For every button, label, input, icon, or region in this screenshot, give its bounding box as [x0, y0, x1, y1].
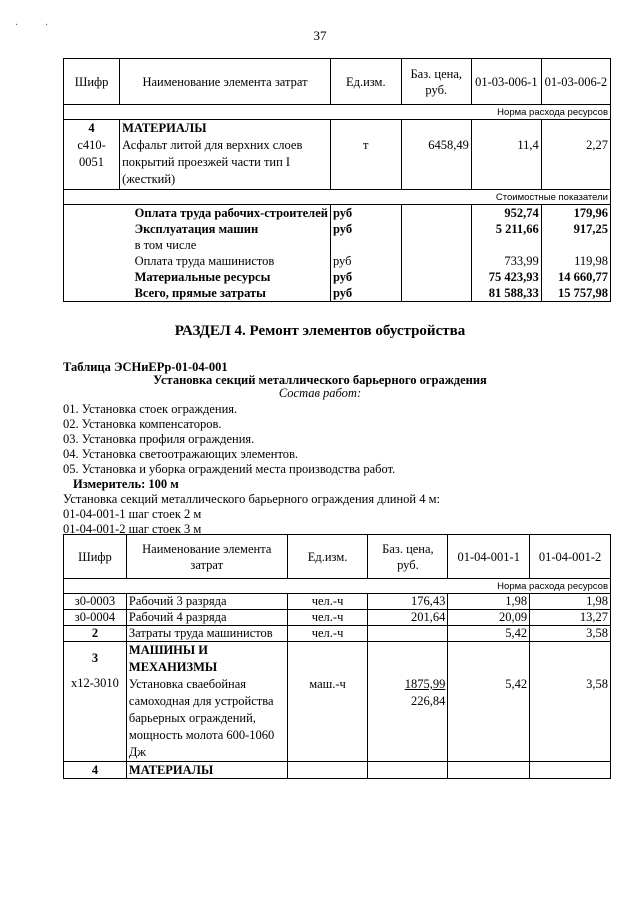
- summary-row: [64, 237, 611, 253]
- resource-table-2: [63, 534, 611, 779]
- table-row: [64, 626, 611, 642]
- empty-cell: [401, 221, 471, 237]
- summary-row: [64, 253, 611, 269]
- empty-cell: [64, 205, 120, 222]
- header-col5: 01-04-001-1: [448, 535, 530, 579]
- summary-v2: 179,96: [541, 205, 610, 222]
- header-col5: 01-03-006-1: [471, 59, 541, 105]
- summary-name: Оплата труда машинистов: [120, 253, 331, 269]
- summary-unit: руб: [330, 221, 401, 237]
- empty-cell: [64, 269, 120, 285]
- summary-name: Эксплуатация машин: [120, 221, 331, 237]
- machine-v2: 3,58: [530, 642, 611, 762]
- row-unit: чел.-ч: [287, 594, 368, 610]
- header-price: Баз. цена, руб.: [401, 59, 471, 105]
- summary-v1: [471, 237, 541, 253]
- summary-row: [64, 221, 611, 237]
- summary-v1: 733,99: [471, 253, 541, 269]
- machine-price-cell: [368, 642, 448, 762]
- material-code: с410-0051: [77, 138, 106, 169]
- row-name: Рабочий 4 разряда: [126, 610, 287, 626]
- header-code: Шифр: [64, 535, 127, 579]
- material-unit: т: [330, 120, 401, 190]
- machine-cell-name: [126, 642, 287, 762]
- work-item: 02. Установка компенсаторов.: [63, 417, 222, 431]
- header-unit: Ед.изм.: [287, 535, 368, 579]
- summary-v2: [541, 237, 610, 253]
- row-unit: чел.-ч: [287, 610, 368, 626]
- page-number: 37: [313, 28, 327, 43]
- empty-cell: [401, 269, 471, 285]
- machine-unit: маш.-ч: [287, 642, 368, 762]
- material-name: Асфальт литой для верхних слоев покрытий проезжей части тип I (жесткий): [122, 138, 303, 186]
- header-col6: 01-03-006-2: [541, 59, 610, 105]
- summary-v2: 917,25: [541, 221, 610, 237]
- materials-heading: МАТЕРИАЛЫ: [126, 762, 287, 779]
- header-unit: Ед.изм.: [330, 59, 401, 105]
- work-heading: Состав работ:: [278, 386, 362, 400]
- variant-1: 01-04-001-1 шаг стоек 2 м: [63, 507, 202, 521]
- machine-num: 3: [91, 651, 99, 665]
- row-name: Рабочий 3 разряда: [126, 594, 287, 610]
- work-item: 03. Установка профиля ограждения.: [63, 432, 255, 446]
- machine-cell-code: [64, 642, 127, 762]
- summary-v1: 5 211,66: [471, 221, 541, 237]
- material-cell-code: [64, 120, 120, 190]
- summary-row: [64, 205, 611, 222]
- variant-2: 01-04-001-2 шаг стоек 3 м: [63, 522, 202, 536]
- summary-unit: [330, 237, 401, 253]
- summary-row: [64, 285, 611, 302]
- work-item: 04. Установка светоотражающих элементов.: [63, 447, 299, 461]
- summary-v2: 15 757,98: [541, 285, 610, 302]
- empty-cell: [368, 762, 448, 779]
- summary-rows: [64, 205, 611, 302]
- empty-cell: [401, 285, 471, 302]
- empty-cell: [64, 253, 120, 269]
- meter: Измеритель: 100 м: [73, 477, 179, 491]
- band-norm: Норма расхода ресурсов: [64, 105, 611, 120]
- summary-v1: 81 588,33: [471, 285, 541, 302]
- materials-num: 4: [64, 762, 127, 779]
- summary-name: Всего, прямые затраты: [120, 285, 331, 302]
- row-price: 201,64: [368, 610, 448, 626]
- header-name: Наименование элемента затрат: [126, 535, 287, 579]
- summary-row: [64, 269, 611, 285]
- summary-unit: руб: [330, 253, 401, 269]
- empty-cell: [64, 237, 120, 253]
- header-col6: 01-04-001-2: [530, 535, 611, 579]
- summary-v2: 119,98: [541, 253, 610, 269]
- table-row: [64, 594, 611, 610]
- header-name: Наименование элемента затрат: [120, 59, 331, 105]
- table-title: Установка секций металлического барьерного ограждения: [153, 373, 487, 387]
- row-code: з0-0003: [64, 594, 127, 610]
- material-cell-name: [120, 120, 331, 190]
- empty-cell: [448, 762, 530, 779]
- band-cost: Стоимостные показатели: [64, 190, 611, 205]
- description: Установка секций металлического барьерного ограждения длиной 4 м:: [63, 492, 441, 506]
- labor-rows: [64, 594, 611, 642]
- material-v1: 11,4: [471, 120, 541, 190]
- summary-unit: руб: [330, 269, 401, 285]
- header-price: Баз. цена, руб.: [368, 535, 448, 579]
- empty-cell: [64, 221, 120, 237]
- row-v2: 3,58: [530, 626, 611, 642]
- machine-v1: 5,42: [448, 642, 530, 762]
- summary-unit: руб: [330, 285, 401, 302]
- scan-specks: · ·: [15, 20, 61, 31]
- row-v1: 1,98: [448, 594, 530, 610]
- band-norm: Норма расхода ресурсов: [64, 579, 611, 594]
- row-price: 176,43: [368, 594, 448, 610]
- row-name: Затраты труда машинистов: [126, 626, 287, 642]
- row-price: [368, 626, 448, 642]
- summary-name: в том числе: [120, 237, 331, 253]
- work-list: [63, 402, 623, 537]
- summary-name: Оплата труда рабочих-строителей: [120, 205, 331, 222]
- machine-price-2: 226,84: [410, 694, 446, 708]
- summary-v1: 952,74: [471, 205, 541, 222]
- material-num: 4: [88, 121, 95, 135]
- row-v2: 1,98: [530, 594, 611, 610]
- table-row: [64, 610, 611, 626]
- summary-name: Материальные ресурсы: [120, 269, 331, 285]
- work-item: 01. Установка стоек ограждения.: [63, 402, 238, 416]
- empty-cell: [287, 762, 368, 779]
- summary-v2: 14 660,77: [541, 269, 610, 285]
- row-v1: 5,42: [448, 626, 530, 642]
- machine-heading: МАШИНЫ И МЕХАНИЗМЫ: [128, 643, 218, 674]
- machine-code: х12-3010: [70, 676, 119, 690]
- section-title: РАЗДЕЛ 4. Ремонт элементов обустройства: [174, 323, 466, 339]
- machine-price: 1875,99: [404, 677, 446, 691]
- row-code: з0-0004: [64, 610, 127, 626]
- material-price: 6458,49: [401, 120, 471, 190]
- row-v1: 20,09: [448, 610, 530, 626]
- empty-cell: [64, 285, 120, 302]
- machine-name: Установка сваебойная самоходная для устройства барьерных ограждений, мощность молота 600-1060 Дж: [128, 677, 275, 759]
- row-unit: чел.-ч: [287, 626, 368, 642]
- table-id: Таблица ЭСНиЕРр-01-04-001: [63, 360, 228, 374]
- row-code: 2: [64, 626, 127, 642]
- summary-v1: 75 423,93: [471, 269, 541, 285]
- empty-cell: [401, 205, 471, 222]
- empty-cell: [401, 237, 471, 253]
- summary-unit: руб: [330, 205, 401, 222]
- empty-cell: [530, 762, 611, 779]
- material-heading: МАТЕРИАЛЫ: [122, 121, 207, 135]
- row-v2: 13,27: [530, 610, 611, 626]
- empty-cell: [401, 253, 471, 269]
- material-v2: 2,27: [541, 120, 610, 190]
- header-code: Шифр: [64, 59, 120, 105]
- resource-table-1: [63, 58, 611, 302]
- work-item: 05. Установка и уборка ограждений места производства работ.: [63, 462, 396, 476]
